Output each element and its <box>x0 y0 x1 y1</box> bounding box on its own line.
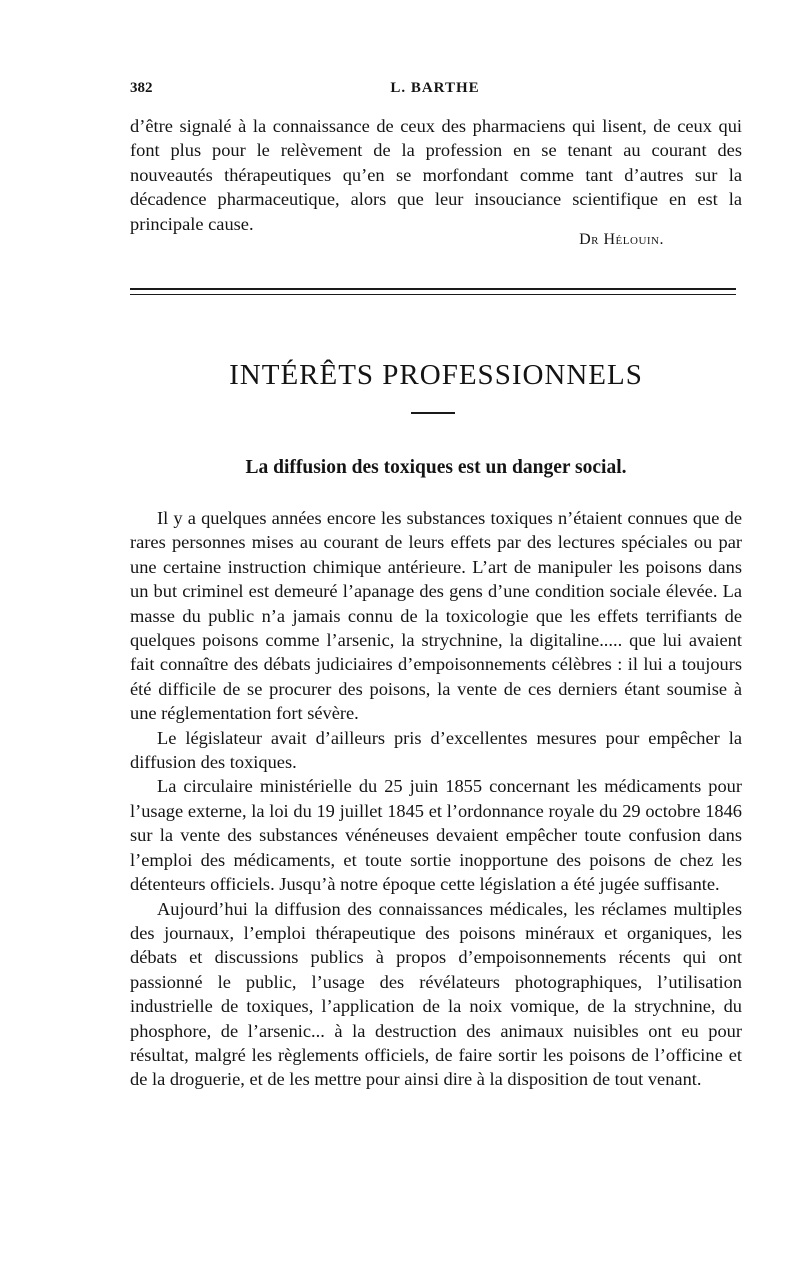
intro-text <box>130 114 742 236</box>
running-title: L. BARTHE <box>390 80 480 96</box>
article-body <box>130 506 742 1092</box>
body-paragraph: Il y a quelques années encore les substances toxiques n’étaient connues que de rares personnes mises au courant de leurs effets par des lectures spéciales ou par une certaine instruction chimique antérieure. L’art de manipuler les poisons dans un but criminel est demeuré l’apanage des gens d’une condition sociale élevée. La masse du public n’a jamais connu de la toxicologie que les effets terrifiants de quelques poisons comme l’arsenic, la strychnine, la digitaline..... que lui avaient fait connaître des débats judiciaires d’empoisonnements célèbres : il lui a toujours été difficile de se procurer des poisons, la vente de ces derniers étant soumise à une réglementation fort sévère. <box>130 508 742 724</box>
article-title: La diffusion des toxiques est un danger social. <box>245 457 627 478</box>
intro-paragraph: d’être signalé à la connaissance de ceux des pharmaciens qui lisent, de ceux qui font plus pour le relèvement de la profession en se tenant au courant des nouveautés thérapeutiques qu’en se morfondant comme tant d’autres sur la décadence pharmaceutique, alors que leur insouciance scientifique en est la principale cause. <box>130 116 742 234</box>
body-paragraph: Aujourd’hui la diffusion des connaissances médicales, les réclames multiples des journaux, l’emploi thérapeutique des poisons minéraux et organiques, les débats et discussions publics à propos d’empoisonnements récents qui ont passionné le public, l’usage des révélateurs photographiques, l’utilisation industrielle de toxiques, l’application de la noix vomique, de la strychnine, du phosphore, de l’arsenic... à la destruction des animaux nuisibles ont eu pour résultat, malgré les règlements officiels, de faire sortir les poisons de l’officine et de la droguerie, et de les mettre pour ainsi dire à la disposition de tout venant. <box>130 898 742 1090</box>
body-paragraph: La circulaire ministérielle du 25 juin 1855 concernant les médicaments pour l’usage externe, la loi du 19 juillet 1845 et l’ordonnance royale du 29 octobre 1846 sur la vente des substances vénéneuses devaient empêcher toute confusion dans l’emploi des médicaments, et toute sortie inopportune des poisons de chez les détenteurs officiels. Jusqu’à notre époque cette législation a été jugée suffisante. <box>130 776 742 895</box>
section-title: INTÉRÊTS PROFESSIONNELS <box>229 359 643 391</box>
body-paragraph: Le législateur avait d’ailleurs pris d’excellentes mesures pour empêcher la diffusion des toxiques. <box>130 727 742 773</box>
section-divider-thick <box>130 288 736 290</box>
running-header <box>130 80 740 102</box>
page-number: 382 <box>130 80 153 96</box>
signature: Dr Hélouin. <box>579 231 664 248</box>
title-rule <box>411 412 455 414</box>
section-divider-thin <box>130 294 736 295</box>
